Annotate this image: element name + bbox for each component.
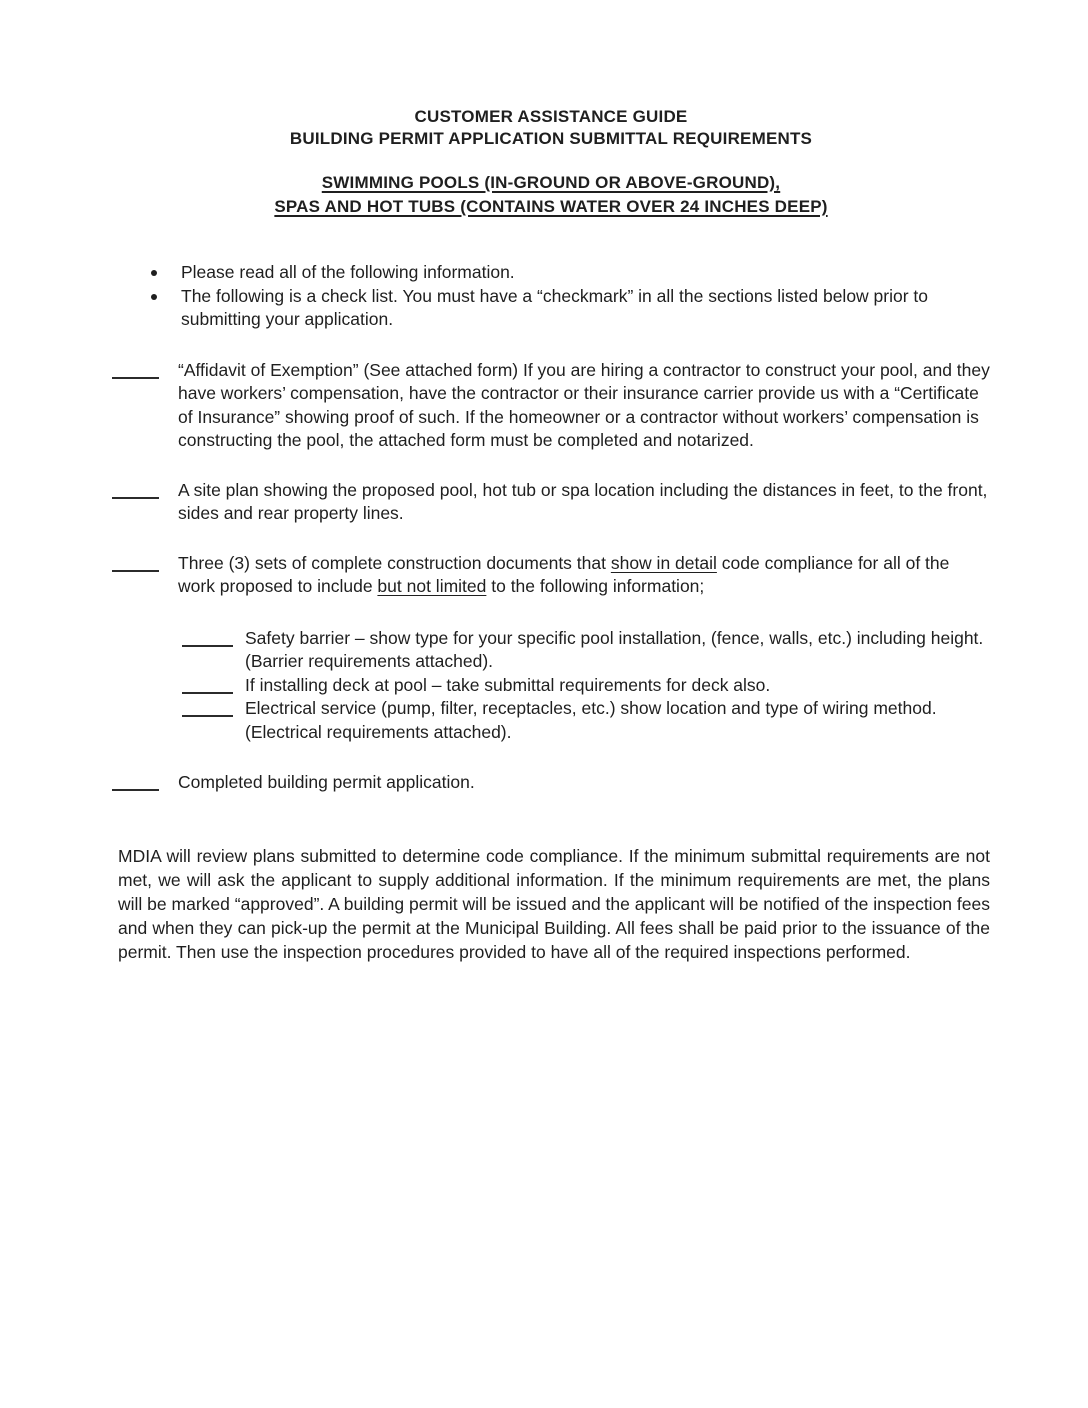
doc-subtitle-line-1: SWIMMING POOLS (IN-GROUND OR ABOVE-GROUND),: [321, 173, 781, 192]
document-content: [112, 0, 990, 964]
underlined-phrase: show in detail: [610, 552, 717, 573]
closing-paragraph: MDIA will review plans submitted to determine code compliance. If the minimum submittal requirements are not met, we will ask the applicant to supply additional information. If the minimum requirements are met, the plans will be marked “approved”. A building permit will be issued and the applicant will be notified of the inspection fees and when they can pick-up the permit at the Municipal Building. All fees shall be paid prior to the issuance of the permit. Then use the inspection procedures provided to have all of the required inspections performed.: [118, 845, 990, 962]
checkmark-blank-line: [112, 552, 159, 572]
checklist-item-construction-docs: [112, 552, 990, 599]
checkmark-blank-line: [182, 697, 233, 717]
document-header: [112, 106, 990, 219]
sub-item-text: Safety barrier – show type for your specific pool installation, (fence, walls, etc.) including height. (Barrier requirements attached).: [245, 627, 984, 671]
checklist-item-site-plan: [112, 479, 990, 526]
checkmark-blank-line: [112, 359, 159, 379]
checklist-item-completed-application: [112, 771, 990, 795]
doc-subtitle: [112, 171, 990, 219]
checklist-item-text: Three (3) sets of complete construction documents that show in detail code compliance for all of the work proposed to include but not limited to the following information;: [178, 552, 950, 596]
checkmark-blank-line: [112, 771, 159, 791]
checkmark-blank-line: [182, 627, 233, 647]
checkmark-blank-line: [112, 479, 159, 499]
sub-item-electrical: [112, 697, 990, 744]
sub-item-text: If installing deck at pool – take submittal requirements for deck also.: [245, 674, 771, 695]
checklist-item-text: A site plan showing the proposed pool, hot tub or spa location including the distances in feet, to the front, sides and rear property lines.: [178, 479, 988, 523]
intro-bullet-list: [112, 261, 990, 332]
sub-item-deck: [112, 674, 990, 698]
sub-item-safety-barrier: [112, 627, 990, 674]
doc-subtitle-line-2: SPAS AND HOT TUBS (CONTAINS WATER OVER 24 INCHES DEEP): [274, 197, 828, 216]
bullet-text: Please read all of the following information.: [181, 262, 515, 282]
bullet-icon: [151, 270, 157, 276]
bullet-icon: [151, 294, 157, 300]
construction-docs-sub-list: [112, 627, 990, 745]
sub-item-text: Electrical service (pump, filter, receptacles, etc.) show location and type of wiring method. (Electrical requirements attached).: [245, 698, 937, 742]
bullet-item-read-info: [112, 261, 990, 285]
checklist-item-affidavit: [112, 359, 990, 453]
requirements-checklist: [112, 359, 990, 795]
bullet-text: The following is a check list. You must have a “checkmark” in all the sections listed below prior to submitting your application.: [181, 285, 929, 329]
doc-title-line-1: CUSTOMER ASSISTANCE GUIDE: [414, 107, 688, 126]
bullet-item-checklist-note: [112, 285, 990, 332]
checkmark-blank-line: [182, 674, 233, 694]
doc-title-line-2: BUILDING PERMIT APPLICATION SUBMITTAL REQUIREMENTS: [289, 129, 813, 148]
underlined-phrase: but not limited: [377, 576, 487, 596]
checklist-item-text: Completed building permit application.: [178, 772, 475, 792]
checklist-item-text: “Affidavit of Exemption” (See attached form) If you are hiring a contractor to construct your pool, and they have workers’ compensation, have the contractor or their insurance carrier provide us with a “Certificate of Insurance” showing proof of such. If the homeowner or a contractor without workers’ compensation is constructing the pool, the attached form must be completed and notarized.: [178, 359, 990, 450]
